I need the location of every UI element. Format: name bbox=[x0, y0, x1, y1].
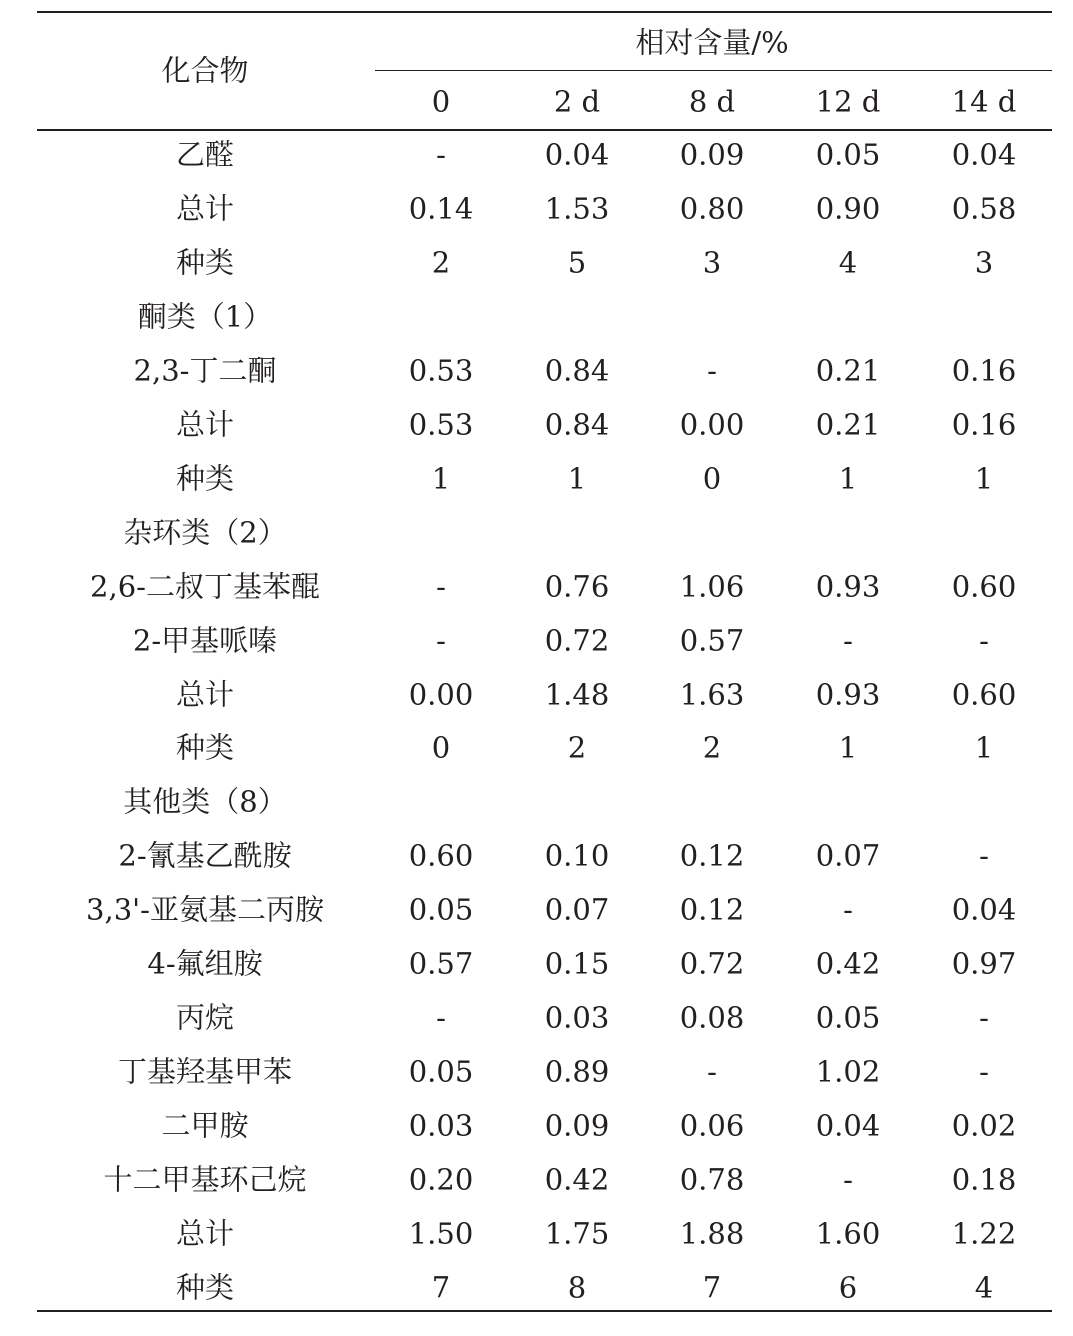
table-cell: 0 bbox=[702, 461, 722, 496]
table-cell: 6 bbox=[838, 1270, 858, 1305]
table-cell: 0.12 bbox=[679, 892, 745, 927]
table-cell: 0.72 bbox=[679, 946, 745, 981]
table-cell: 0 bbox=[431, 730, 451, 765]
table-cell: 0.60 bbox=[408, 838, 474, 873]
table-cell: - bbox=[707, 1054, 717, 1089]
table-cell: - bbox=[436, 569, 446, 604]
table-cell: 0.02 bbox=[951, 1108, 1017, 1143]
relative-content-header: 相对含量/% bbox=[635, 25, 789, 60]
table-cell: 1.63 bbox=[679, 677, 745, 711]
row-label: 种类 bbox=[175, 1270, 235, 1305]
table-cell: 0.04 bbox=[815, 1108, 881, 1143]
table-cell: - bbox=[979, 1054, 989, 1089]
table-cell: 1 bbox=[431, 461, 451, 496]
table-cell: 0.00 bbox=[408, 677, 474, 711]
row-label: 杂环类（2） bbox=[123, 515, 287, 550]
table-cell: 1.53 bbox=[544, 191, 610, 226]
table-cell: 0.04 bbox=[544, 137, 610, 172]
table-cell: 0.12 bbox=[679, 838, 745, 873]
table-cell: 0.09 bbox=[544, 1108, 610, 1143]
row-label: 4-氟组胺 bbox=[147, 946, 263, 981]
table-cell: - bbox=[436, 1000, 446, 1035]
table-cell: 0.84 bbox=[544, 407, 610, 442]
row-label: 丁基羟基甲苯 bbox=[117, 1054, 293, 1089]
table-cell: 0.57 bbox=[679, 623, 745, 658]
table-cell: 0.57 bbox=[408, 946, 474, 981]
table-cell: 0.53 bbox=[408, 353, 474, 388]
table-cell: 3 bbox=[974, 245, 994, 280]
row-label: 其他类（8） bbox=[123, 784, 287, 819]
table-cell: 0.14 bbox=[408, 191, 474, 226]
table-cell: 3 bbox=[702, 245, 722, 280]
table-cell: 2 bbox=[431, 245, 451, 280]
table-cell: 0.53 bbox=[408, 407, 474, 442]
table-cell: 1.02 bbox=[815, 1054, 881, 1089]
row-label: 二甲胺 bbox=[161, 1108, 249, 1143]
table-cell: 0.16 bbox=[951, 407, 1017, 442]
table-cell: 0.97 bbox=[951, 946, 1017, 981]
column-header-2d: 2 d bbox=[553, 84, 601, 119]
table-cell: 0.03 bbox=[544, 1000, 610, 1035]
table-cell: 0.21 bbox=[815, 407, 881, 442]
table-cell: - bbox=[707, 353, 717, 388]
table-cell: 0.93 bbox=[815, 569, 881, 604]
table-cell: 0.60 bbox=[951, 677, 1017, 711]
table-cell: 0.05 bbox=[408, 1054, 474, 1089]
table-cell: 0.89 bbox=[544, 1054, 610, 1089]
table-cell: 0.84 bbox=[544, 353, 610, 388]
table-cell: - bbox=[436, 137, 446, 172]
table-cell: 1.50 bbox=[408, 1216, 474, 1251]
table-cell: 0.42 bbox=[544, 1162, 610, 1197]
table-cell: 0.76 bbox=[544, 569, 610, 604]
table-cell: 0.05 bbox=[815, 1000, 881, 1035]
row-label: 酮类（1） bbox=[137, 299, 273, 334]
row-label: 丙烷 bbox=[175, 1000, 235, 1035]
row-label: 种类 bbox=[175, 461, 235, 496]
row-label: 种类 bbox=[175, 730, 235, 765]
table-cell: 0.42 bbox=[815, 946, 881, 981]
table-cell: 7 bbox=[702, 1270, 722, 1305]
table-cell: - bbox=[979, 1000, 989, 1035]
table-cell: 1 bbox=[838, 461, 858, 496]
table-cell: 2 bbox=[567, 730, 587, 765]
table-cell: 0.05 bbox=[408, 892, 474, 927]
table-cell: - bbox=[436, 623, 446, 658]
table-cell: 0.07 bbox=[544, 892, 610, 927]
table-cell: 0.03 bbox=[408, 1108, 474, 1143]
table-cell: 0.90 bbox=[815, 191, 881, 226]
table-cell: 0.05 bbox=[815, 137, 881, 172]
table-cell: 0.10 bbox=[544, 838, 610, 873]
table-cell: 2 bbox=[702, 730, 722, 765]
table-cell: 0.06 bbox=[679, 1108, 745, 1143]
column-header-14d: 14 d bbox=[951, 84, 1017, 119]
table-cell: 1 bbox=[974, 461, 994, 496]
row-label: 2,6-二叔丁基苯醌 bbox=[90, 569, 320, 604]
table-cell: 4 bbox=[974, 1270, 994, 1305]
row-label: 3,3'-亚氨基二丙胺 bbox=[86, 892, 324, 927]
row-label: 总计 bbox=[175, 677, 235, 711]
column-header-0: 0 bbox=[431, 84, 451, 119]
table-cell: 1.60 bbox=[815, 1216, 881, 1251]
table-cell: 0.60 bbox=[951, 569, 1017, 604]
table-cell: 0.78 bbox=[679, 1162, 745, 1197]
table-cell: 0.20 bbox=[408, 1162, 474, 1197]
row-label: 十二甲基环己烷 bbox=[103, 1162, 307, 1197]
row-label: 2,3-丁二酮 bbox=[133, 353, 277, 388]
table-cell: 0.15 bbox=[544, 946, 610, 981]
table-cell: 0.07 bbox=[815, 838, 881, 873]
table-cell: 1.88 bbox=[679, 1216, 745, 1251]
table-cell: 1.22 bbox=[951, 1216, 1017, 1251]
table-cell: 0.08 bbox=[679, 1000, 745, 1035]
table-cell: - bbox=[843, 623, 853, 658]
table-cell: 5 bbox=[567, 245, 587, 280]
table-cell: 0.09 bbox=[679, 137, 745, 172]
table-cell: 1.75 bbox=[544, 1216, 610, 1251]
table-cell: 8 bbox=[567, 1270, 587, 1305]
table-cell: 0.72 bbox=[544, 623, 610, 658]
table-cell: 0.18 bbox=[951, 1162, 1017, 1197]
table-cell: 1 bbox=[838, 730, 858, 765]
table-cell: 0.80 bbox=[679, 191, 745, 226]
row-label: 乙醛 bbox=[175, 137, 235, 172]
table-cell: 4 bbox=[838, 245, 858, 280]
table-cell: 0.58 bbox=[951, 191, 1017, 226]
table-cell: - bbox=[979, 623, 989, 658]
column-header-12d: 12 d bbox=[815, 84, 881, 119]
row-label: 总计 bbox=[175, 407, 235, 442]
row-label: 种类 bbox=[175, 245, 235, 280]
table-cell: - bbox=[843, 892, 853, 927]
table-cell: 0.16 bbox=[951, 353, 1017, 388]
row-label: 2-甲基哌嗪 bbox=[132, 623, 278, 658]
row-label: 总计 bbox=[175, 1216, 235, 1251]
table-cell: 0.93 bbox=[815, 677, 881, 711]
table-cell: 7 bbox=[431, 1270, 451, 1305]
row-label: 2-氰基乙酰胺 bbox=[118, 838, 292, 873]
table-cell: 1 bbox=[567, 461, 587, 496]
table-cell: 1.48 bbox=[544, 677, 610, 711]
table-cell: - bbox=[843, 1162, 853, 1197]
table-cell: 0.00 bbox=[679, 407, 745, 442]
column-header-8d: 8 d bbox=[688, 84, 736, 119]
table-cell: 0.04 bbox=[951, 137, 1017, 172]
table-cell: 1.06 bbox=[679, 569, 745, 604]
table-cell: - bbox=[979, 838, 989, 873]
table-cell: 0.04 bbox=[951, 892, 1017, 927]
table-cell: 1 bbox=[974, 730, 994, 765]
table-cell: 0.21 bbox=[815, 353, 881, 388]
compound-header: 化合物 bbox=[161, 53, 249, 88]
row-label: 总计 bbox=[175, 191, 235, 226]
